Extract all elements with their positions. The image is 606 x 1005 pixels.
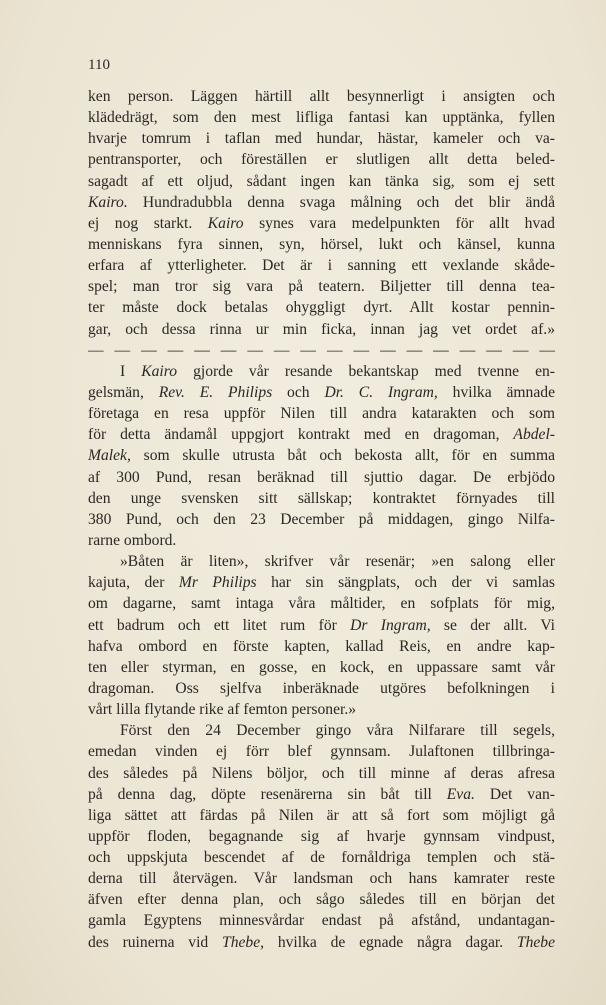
text-segment: Hundradubbla denna svaga målning och det blir ändå: [127, 193, 555, 211]
text-segment: pentransporter, och föreställen er slutligen allt detta beled-: [88, 151, 555, 169]
text-line: [88, 636, 555, 657]
text-line: [88, 741, 555, 762]
text-segment: liga sättet att färdas på Nilen är att så fort som möjligt gå: [88, 806, 555, 824]
text-segment: erfara af ytterligheter. Det är i sanning ett vexlande skåde-: [88, 257, 555, 275]
text-segment: synes vara medelpunkten för allt hvad: [243, 214, 555, 232]
text-line: [88, 720, 555, 741]
text-line: [88, 467, 555, 488]
text-line: [88, 445, 555, 466]
text-segment: som skulle utrusta båt och bekosta allt, för en summa: [130, 447, 555, 465]
text-segment: om dagarne, samt intaga våra måltider, en sofplats för mig,: [88, 595, 555, 613]
text-line: [88, 234, 555, 255]
text-line: [88, 255, 555, 276]
text-segment: sagadt af ett oljud, sådant ingen kan tänka sig, som ej sett: [88, 172, 555, 190]
text-segment: af 300 Pund, resan beräknad till sjuttio dagar. De erbjödo: [88, 468, 555, 486]
text-segment: ter måste dock betalas ohyggligt dyrt. Allt kostar pennin-: [88, 299, 555, 317]
italic-text: Dr Ingram,: [350, 616, 431, 634]
text-segment: ken person. Läggen härtill allt besynnerligt i ansigten och: [88, 88, 555, 105]
text-segment: för detta ändamål uppgjort kontrakt med en dragoman,: [88, 426, 514, 444]
text-segment: ett badrum och ett litet rum för: [88, 616, 351, 634]
text-line: [88, 107, 555, 128]
text-line: [88, 889, 555, 910]
text-segment: I: [120, 362, 142, 380]
text-line: [88, 382, 555, 403]
text-segment: och uppskjuta bescendet af de fornåldriga templen och stä-: [88, 849, 555, 867]
text-line: [88, 615, 555, 636]
text-segment: ten eller styrman, en gosse, en kock, en uppassare samt vår: [88, 658, 555, 676]
text-line: [88, 910, 555, 931]
text-line: [88, 86, 555, 107]
text-segment: hvilka de egnade några dagar.: [264, 933, 517, 951]
text-segment: derna till återvägen. Vår landsman och hans kamrater reste: [88, 870, 555, 888]
italic-text: Dr. C. Ingram,: [324, 383, 438, 401]
text-line: [88, 784, 555, 805]
text-line: [88, 192, 555, 213]
page-number: 110: [88, 57, 110, 73]
text-segment: rarne ombord.: [88, 531, 177, 549]
italic-text: Thebe,: [222, 933, 265, 951]
body-text: [88, 86, 555, 953]
text-segment: den unge svensken sitt sällskap; kontraktet förnyades till: [88, 489, 555, 507]
text-line: [88, 128, 555, 149]
text-line: [88, 678, 555, 699]
text-line: [88, 530, 555, 551]
text-segment: och: [272, 383, 325, 401]
text-line: [88, 297, 555, 318]
italic-text: Malek,: [88, 447, 131, 465]
text-line: [88, 572, 555, 593]
text-segment: menniskans fyra sinnen, syn, hörsel, lukt och känsel, kunna: [88, 235, 555, 253]
italic-text: Thebe: [516, 933, 555, 951]
text-segment: hvilka ämnade: [437, 383, 555, 401]
italic-text: Abdel-: [513, 426, 555, 444]
text-segment: har sin sängplats, och der vi samlas: [256, 574, 555, 592]
text-segment: hafva ombord en förste kapten, kallad Reis, en andre kap-: [88, 637, 555, 655]
text-line: [88, 699, 555, 720]
italic-text: Rev. E. Philips: [158, 383, 273, 401]
italic-text: Mr Philips: [178, 574, 257, 592]
text-segment: hvarje tomrum i taflan med hundar, hästar, kameler och va-: [88, 130, 555, 148]
text-segment: 380 Pund, och den 23 December på middagen, gingo Nilfa-: [88, 510, 555, 528]
text-line: [88, 593, 555, 614]
text-segment: vårt lilla flytande rike af femton personer.»: [88, 701, 357, 719]
text-line: [88, 149, 555, 170]
text-line: [88, 424, 555, 445]
text-segment: uppför floden, begagnande sig af hvarje gynnsam vindpust,: [88, 827, 555, 845]
text-segment: äfven efter denna plan, och sågo således till en början det: [88, 891, 555, 909]
text-line: [88, 319, 555, 340]
text-segment: des ruinerna vid: [88, 933, 223, 951]
italic-text: Eva.: [446, 785, 475, 803]
text-segment: se der allt. Vi: [430, 616, 555, 634]
text-segment: emedan vinden ej förr blef gynnsam. Julaftonen tillbringa-: [88, 743, 555, 761]
text-line: [88, 488, 555, 509]
text-segment: des således på Nilens böljor, och till minne af deras afresa: [88, 764, 555, 782]
text-segment: företaga en resa uppför Nilen till andra katarakten och som: [88, 405, 555, 423]
text-line: [88, 276, 555, 297]
text-line: [88, 868, 555, 889]
text-line: [88, 171, 555, 192]
text-segment: gelsmän,: [88, 383, 159, 401]
text-segment: gjorde vår resande bekantskap med tvenne en-: [177, 362, 555, 380]
text-segment: på denna dag, döpte resenärerna sin båt till: [88, 785, 447, 803]
text-segment: ej nog starkt.: [88, 214, 208, 232]
text-segment: gar, och dessa rinna ur min ficka, innan jag vet ordet af.»: [88, 320, 555, 338]
text-line: [88, 826, 555, 847]
italic-text: Kairo: [141, 362, 178, 380]
text-segment: Det van-: [474, 785, 555, 803]
text-segment: spel; man tror sig vara på teatern. Biljetter till denna tea-: [88, 278, 555, 296]
text-segment: klädedrägt, som den mest lifliga fantasi kan upptänka, fyllen: [88, 109, 555, 127]
text-line: [88, 847, 555, 868]
text-segment: Först den 24 December gingo våra Nilfarare till segels,: [120, 722, 555, 740]
text-line: [88, 403, 555, 424]
text-line: [88, 763, 555, 784]
section-divider: [88, 340, 555, 361]
text-line: [88, 509, 555, 530]
italic-text: Kairo.: [88, 193, 128, 211]
text-segment: dragoman. Oss sjelfva inberäknade utgöres befolkningen i: [88, 679, 555, 697]
text-line: [88, 213, 555, 234]
text-line: [88, 657, 555, 678]
text-segment: — — — — — — — — — — — — — — — — — —: [88, 341, 555, 359]
text-segment: »Båten är liten», skrifver vår resenär; »en salong eller: [120, 553, 555, 571]
text-line: [88, 932, 555, 953]
text-line: [88, 551, 555, 572]
text-segment: gamla Egyptens minnesvårdar endast på afstånd, undantagan-: [88, 912, 555, 930]
text-line: [88, 361, 555, 382]
text-segment: kajuta, der: [88, 574, 179, 592]
text-line: [88, 805, 555, 826]
italic-text: Kairo: [207, 214, 244, 232]
